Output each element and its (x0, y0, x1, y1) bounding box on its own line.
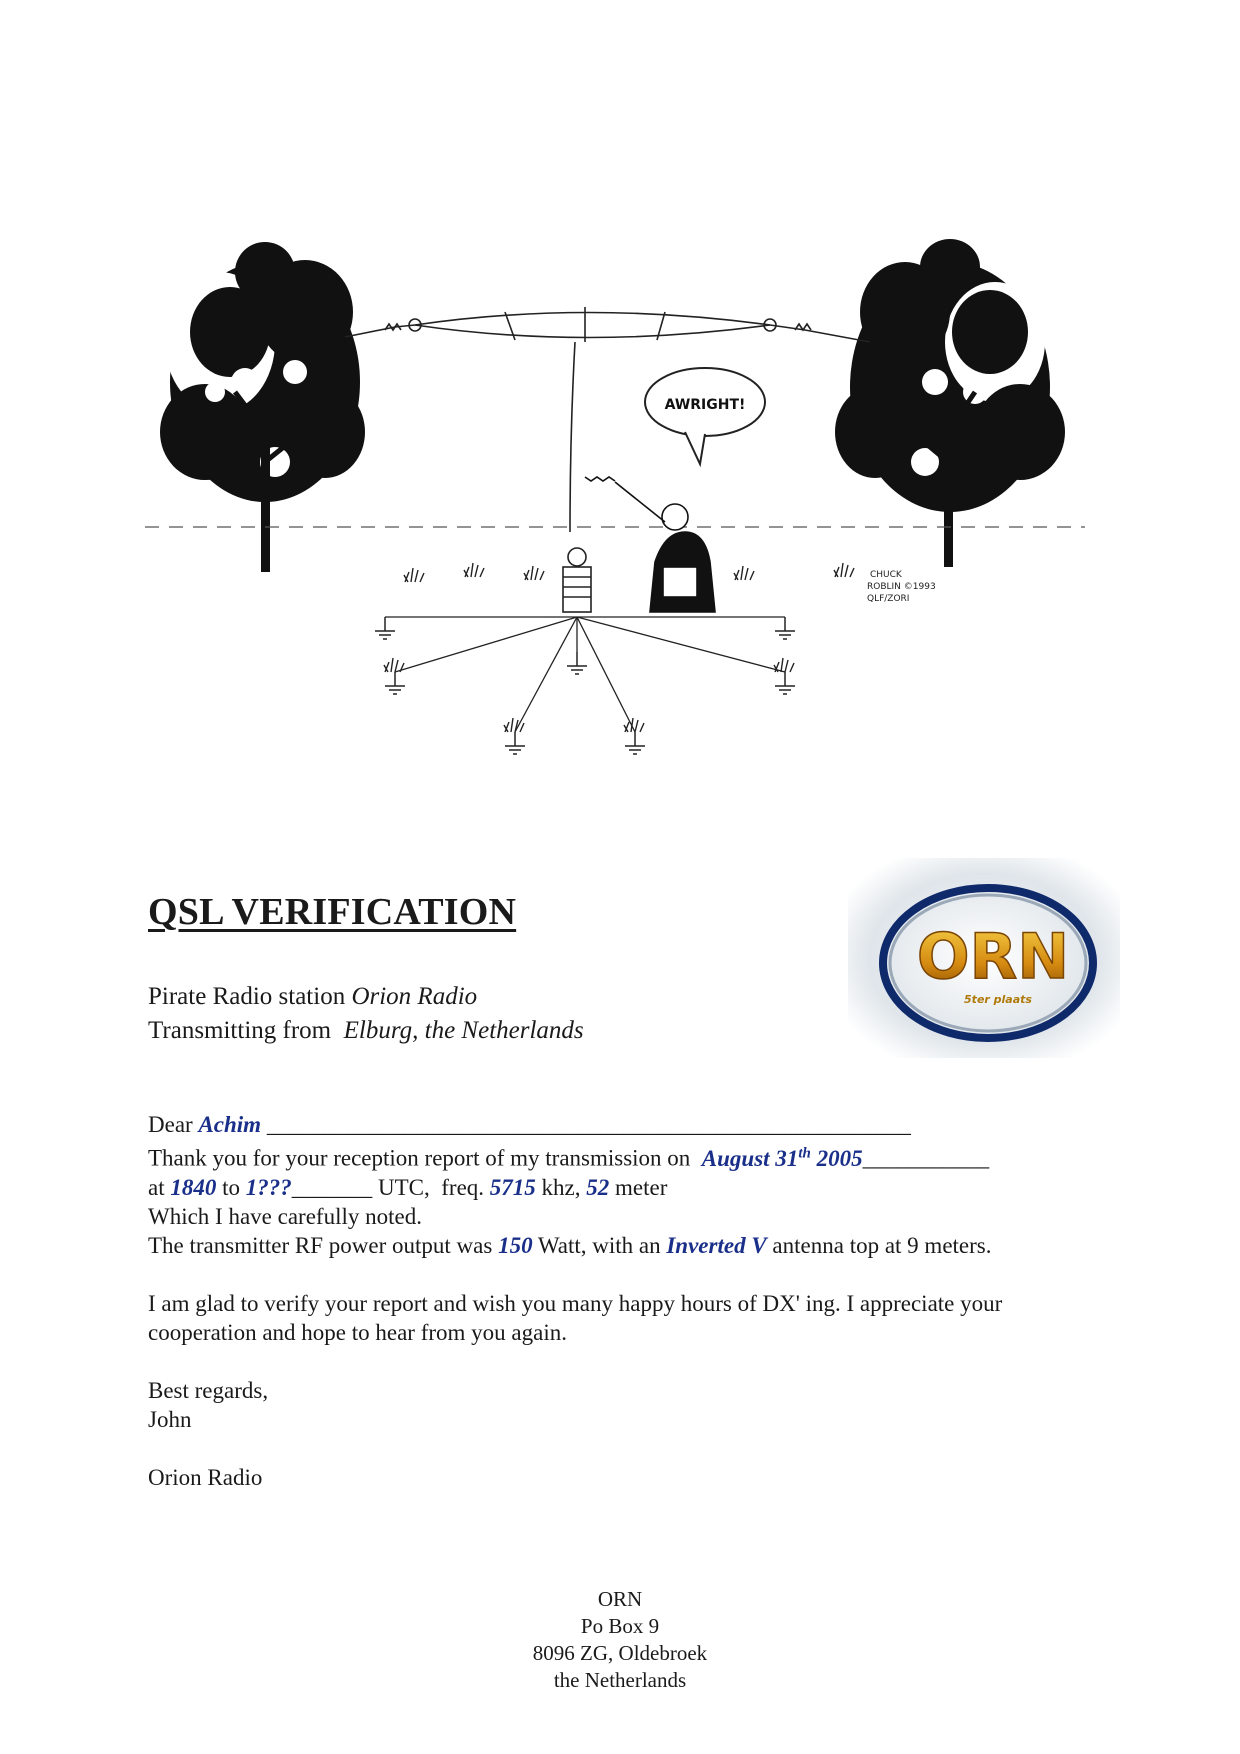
frequency: 5715 (489, 1174, 536, 1200)
time-freq-line (148, 1173, 1108, 1202)
logo-tagline: 5ter plaats (964, 993, 1032, 1006)
speech-bubble-text: AWRIGHT! (664, 397, 746, 413)
recipient-name: Achim (198, 1112, 262, 1137)
artist-credit-line: ROBLIN ©1993 (867, 582, 936, 592)
antenna-tuner (563, 548, 591, 612)
organization-name: Orion Radio (148, 1464, 263, 1490)
antenna-wire (345, 307, 870, 532)
time-from: 1840 (170, 1174, 217, 1200)
utc-freq-label: _______ UTC, freq. (291, 1174, 490, 1200)
station-name: Orion Radio (351, 983, 478, 1010)
signer-name: John (148, 1406, 192, 1432)
watt-label: Watt, with an (532, 1232, 667, 1258)
thanks-text: Thank you for your reception report of my transmission on (148, 1145, 702, 1171)
to-label: to (216, 1174, 246, 1200)
operator-figure (585, 477, 715, 612)
antenna-label: antenna top at 9 meters. (766, 1232, 992, 1258)
station-info (148, 980, 584, 1048)
fill-line: ________________________________________________________ (261, 1112, 911, 1137)
orn-logo (848, 858, 1120, 1058)
artist-credit-line: QLF/ZORI (867, 594, 910, 604)
left-tree (160, 242, 365, 572)
antenna-cartoon-illustration (145, 232, 1085, 802)
power-value: 150 (498, 1232, 533, 1258)
right-tree (835, 239, 1065, 567)
closing-paragraph: I am glad to verify your report and wish you many happy hours of DX' ing. I appreciate your cooperation and hope to hear from you again. (148, 1290, 1003, 1345)
station-line (148, 980, 584, 1014)
date-day: August 31 (701, 1145, 799, 1171)
regards: Best regards, (148, 1377, 269, 1403)
thanks-line (148, 1139, 1108, 1173)
at-label: at (148, 1174, 171, 1200)
address-line: the Netherlands (553, 1668, 687, 1692)
page-title: QSL VERIFICATION (148, 891, 517, 933)
meter-label: meter (609, 1174, 668, 1200)
speech-bubble (645, 368, 765, 464)
time-to: 1??? (245, 1174, 292, 1200)
antenna-type: Inverted V (666, 1232, 767, 1258)
location-label: Transmitting from (148, 1017, 344, 1044)
mailing-address (0, 1586, 1240, 1694)
address-line: ORN (597, 1587, 643, 1611)
power-line (148, 1231, 1108, 1260)
address-line: Po Box 9 (580, 1614, 660, 1638)
date-suffix: th (798, 1145, 811, 1161)
station-location: Elburg, the Netherlands (343, 1017, 584, 1044)
station-line (148, 1014, 584, 1048)
meter-band: 52 (586, 1174, 610, 1200)
fill-line: ___________ (862, 1145, 990, 1171)
khz-label: khz, (535, 1174, 587, 1200)
date-year: 2005 (810, 1145, 863, 1171)
salutation (148, 1110, 1108, 1139)
station-label: Pirate Radio station (148, 983, 352, 1010)
address-line: 8096 ZG, Oldebroek (532, 1641, 708, 1665)
letter-body (148, 1110, 1108, 1492)
power-label: The transmitter RF power output was (148, 1232, 499, 1258)
artist-credit (867, 570, 936, 604)
noted-line: Which I have carefully noted. (148, 1203, 422, 1229)
reception-date (702, 1146, 863, 1171)
artist-credit-line: CHUCK (870, 570, 902, 580)
logo-letters: ORN (916, 920, 1070, 993)
radial-ground-wires (385, 617, 785, 732)
salutation-label: Dear (148, 1112, 199, 1137)
